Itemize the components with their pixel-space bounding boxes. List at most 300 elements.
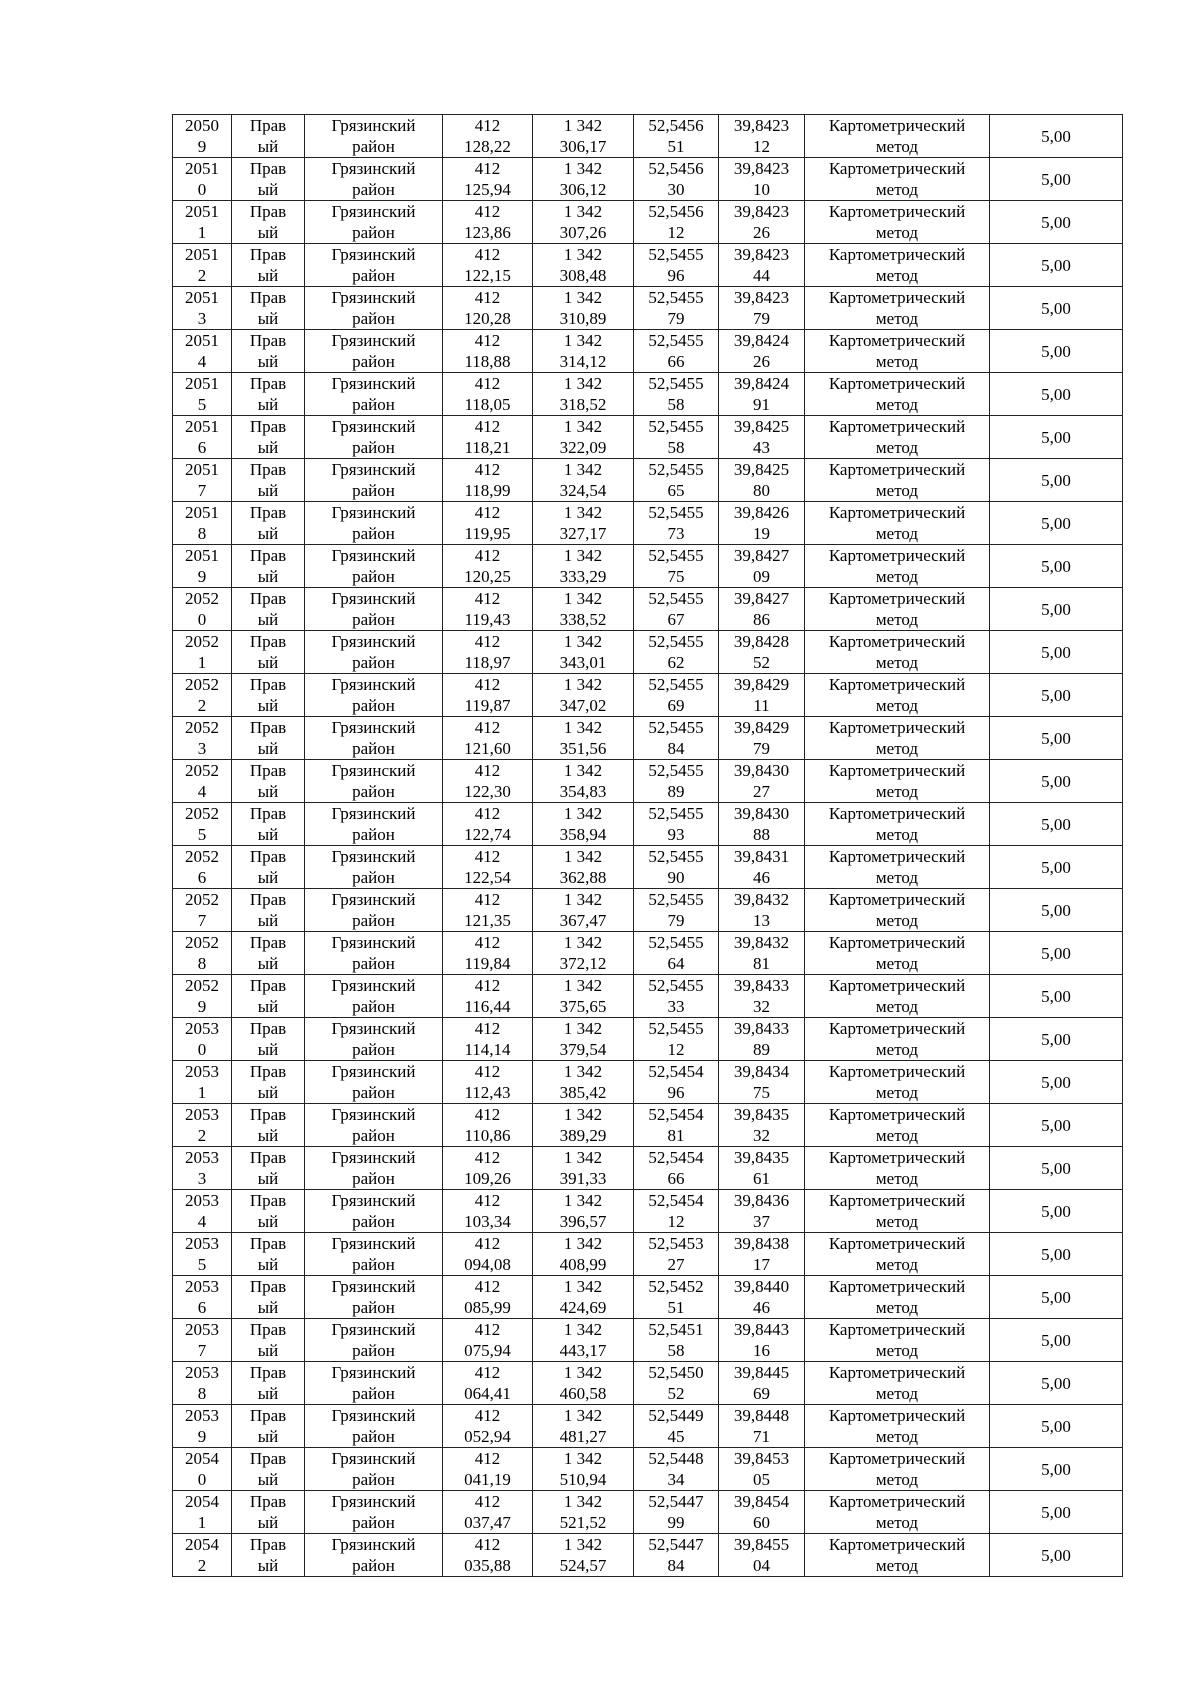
district-cell-line-1: Грязинский	[331, 589, 416, 608]
district-cell-line-2: район	[352, 1126, 395, 1145]
accuracy-cell: 5,00	[990, 889, 1123, 932]
bank-side-cell-line-2: ый	[257, 1040, 279, 1059]
bank-side-cell-line-1: Прав	[249, 159, 287, 178]
latitude-cell-line-2: 51	[667, 137, 685, 156]
y-coordinate-cell-line-1: 1 342	[563, 1105, 603, 1124]
bank-side-cell-line-1: Прав	[249, 1234, 287, 1253]
longitude-cell-line-2: 16	[753, 1341, 770, 1360]
method-cell-line-1: Картометрический	[828, 245, 966, 264]
method-cell-line-1: Картометрический	[828, 116, 966, 135]
method-cell	[805, 889, 990, 932]
longitude-cell-line-2: 52	[753, 653, 770, 672]
table-row	[173, 1319, 1123, 1362]
method-cell-line-1: Картометрический	[828, 675, 966, 694]
x-coordinate-cell	[443, 674, 533, 717]
x-coordinate-cell-line-2: 109,26	[464, 1169, 511, 1188]
accuracy-cell: 5,00	[990, 717, 1123, 760]
bank-side-cell	[232, 244, 305, 287]
bank-side-cell-line-1: Прав	[249, 1191, 287, 1210]
longitude-cell	[719, 459, 805, 502]
point-number-cell-line-2: 3	[197, 1169, 207, 1188]
bank-side-cell	[232, 1534, 305, 1577]
longitude-cell-line-2: 75	[753, 1083, 770, 1102]
method-cell-line-2: метод	[875, 868, 919, 887]
bank-side-cell-line-1: Прав	[249, 331, 287, 350]
point-number-cell-line-1: 2053	[185, 1019, 219, 1038]
district-cell-line-1: Грязинский	[331, 675, 416, 694]
y-coordinate-cell-line-2: 354,83	[559, 782, 607, 801]
y-coordinate-cell-line-2: 481,27	[559, 1427, 607, 1446]
latitude-cell-line-1: 52,5449	[648, 1406, 704, 1425]
district-cell-line-2: район	[352, 739, 395, 758]
x-coordinate-cell-line-1: 412	[474, 417, 501, 436]
method-cell-line-2: метод	[875, 567, 919, 586]
district-cell-line-1: Грязинский	[331, 546, 416, 565]
y-coordinate-cell	[533, 932, 634, 975]
y-coordinate-cell-line-2: 391,33	[559, 1169, 607, 1188]
bank-side-cell	[232, 1276, 305, 1319]
y-coordinate-cell-line-1: 1 342	[563, 589, 603, 608]
method-cell-line-1: Картометрический	[828, 374, 966, 393]
bank-side-cell-line-2: ый	[257, 1384, 279, 1403]
bank-side-cell-line-2: ый	[257, 696, 279, 715]
y-coordinate-cell-line-2: 338,52	[559, 610, 607, 629]
y-coordinate-cell-line-1: 1 342	[563, 331, 603, 350]
x-coordinate-cell-line-2: 120,25	[464, 567, 511, 586]
method-cell	[805, 330, 990, 373]
x-coordinate-cell-line-2: 119,87	[464, 696, 511, 715]
district-cell-line-2: район	[352, 653, 395, 672]
latitude-cell-line-2: 66	[667, 352, 685, 371]
longitude-cell-line-2: 81	[753, 954, 770, 973]
point-number-cell-line-1: 2051	[185, 288, 219, 307]
method-cell	[805, 244, 990, 287]
x-coordinate-cell	[443, 330, 533, 373]
method-cell-line-1: Картометрический	[828, 976, 966, 995]
latitude-cell	[634, 287, 719, 330]
x-coordinate-cell-line-1: 412	[474, 202, 501, 221]
x-coordinate-cell	[443, 502, 533, 545]
method-cell-line-1: Картометрический	[828, 718, 966, 737]
district-cell	[305, 373, 443, 416]
longitude-cell-line-2: 32	[753, 997, 770, 1016]
point-number-cell	[173, 1147, 232, 1190]
district-cell-line-2: район	[352, 1470, 395, 1489]
x-coordinate-cell-line-1: 412	[474, 1277, 501, 1296]
table-row	[173, 1491, 1123, 1534]
district-cell-line-1: Грязинский	[331, 460, 416, 479]
x-coordinate-cell	[443, 545, 533, 588]
y-coordinate-cell-line-2: 408,99	[559, 1255, 607, 1274]
method-cell-line-1: Картометрический	[828, 804, 966, 823]
latitude-cell	[634, 459, 719, 502]
method-cell	[805, 545, 990, 588]
accuracy-cell: 5,00	[990, 1147, 1123, 1190]
y-coordinate-cell-line-1: 1 342	[563, 1234, 603, 1253]
x-coordinate-cell-line-1: 412	[474, 976, 501, 995]
longitude-cell-line-2: 05	[753, 1470, 770, 1489]
bank-side-cell	[232, 674, 305, 717]
method-cell	[805, 1362, 990, 1405]
point-number-cell-line-2: 5	[197, 395, 207, 414]
y-coordinate-cell-line-1: 1 342	[563, 202, 603, 221]
point-number-cell-line-2: 3	[197, 309, 207, 328]
bank-side-cell-line-1: Прав	[249, 976, 287, 995]
latitude-cell-line-1: 52,5455	[648, 288, 704, 307]
x-coordinate-cell-line-2: 118,99	[464, 481, 511, 500]
latitude-cell	[634, 1190, 719, 1233]
method-cell-line-2: метод	[875, 997, 919, 1016]
x-coordinate-cell	[443, 975, 533, 1018]
latitude-cell-line-2: 84	[667, 739, 685, 758]
x-coordinate-cell-line-2: 118,21	[464, 438, 511, 457]
y-coordinate-cell	[533, 115, 634, 158]
accuracy-cell: 5,00	[990, 1362, 1123, 1405]
latitude-cell	[634, 803, 719, 846]
district-cell-line-1: Грязинский	[331, 1406, 416, 1425]
accuracy-cell: 5,00	[990, 502, 1123, 545]
longitude-cell-line-1: 39,8436	[733, 1191, 790, 1210]
longitude-cell	[719, 115, 805, 158]
x-coordinate-cell-line-2: 122,15	[464, 266, 511, 285]
latitude-cell-line-2: 52	[667, 1384, 685, 1403]
method-cell-line-1: Картометрический	[828, 847, 966, 866]
district-cell-line-2: район	[352, 1384, 395, 1403]
bank-side-cell	[232, 1018, 305, 1061]
x-coordinate-cell-line-1: 412	[474, 1019, 501, 1038]
point-number-cell	[173, 158, 232, 201]
bank-side-cell-line-1: Прав	[249, 589, 287, 608]
point-number-cell-line-1: 2052	[185, 718, 219, 737]
latitude-cell	[634, 932, 719, 975]
method-cell-line-2: метод	[875, 1427, 919, 1446]
point-number-cell	[173, 1233, 232, 1276]
accuracy-cell: 5,00	[990, 115, 1123, 158]
point-number-cell-line-2: 4	[197, 1212, 207, 1231]
latitude-cell-line-2: 96	[667, 266, 685, 285]
latitude-cell-line-2: 84	[667, 1556, 685, 1575]
district-cell	[305, 502, 443, 545]
table-row	[173, 1448, 1123, 1491]
latitude-cell-line-1: 52,5455	[648, 976, 704, 995]
y-coordinate-cell-line-2: 379,54	[559, 1040, 607, 1059]
district-cell	[305, 889, 443, 932]
accuracy-cell: 5,00	[990, 631, 1123, 674]
accuracy-cell: 5,00	[990, 1405, 1123, 1448]
longitude-cell-line-1: 39,8430	[733, 804, 790, 823]
district-cell	[305, 1190, 443, 1233]
district-cell	[305, 201, 443, 244]
bank-side-cell-line-2: ый	[257, 1513, 279, 1532]
district-cell-line-2: район	[352, 524, 395, 543]
y-coordinate-cell-line-1: 1 342	[563, 1062, 603, 1081]
district-cell	[305, 244, 443, 287]
table-row	[173, 674, 1123, 717]
coordinates-table	[172, 114, 1123, 1577]
district-cell	[305, 459, 443, 502]
longitude-cell-line-2: 46	[753, 1298, 770, 1317]
method-cell-line-2: метод	[875, 1341, 919, 1360]
y-coordinate-cell-line-1: 1 342	[563, 1492, 603, 1511]
bank-side-cell-line-1: Прав	[249, 761, 287, 780]
y-coordinate-cell	[533, 1147, 634, 1190]
longitude-cell-line-1: 39,8440	[733, 1277, 790, 1296]
point-number-cell	[173, 1190, 232, 1233]
method-cell	[805, 975, 990, 1018]
district-cell	[305, 158, 443, 201]
bank-side-cell-line-2: ый	[257, 1427, 279, 1446]
latitude-cell-line-1: 52,5454	[648, 1148, 704, 1167]
method-cell-line-2: метод	[875, 1298, 919, 1317]
y-coordinate-cell-line-2: 347,02	[559, 696, 607, 715]
point-number-cell-line-1: 2051	[185, 245, 219, 264]
y-coordinate-cell	[533, 889, 634, 932]
y-coordinate-cell-line-2: 318,52	[559, 395, 607, 414]
bank-side-cell-line-2: ый	[257, 1341, 279, 1360]
district-cell-line-2: район	[352, 997, 395, 1016]
table-row	[173, 760, 1123, 803]
y-coordinate-cell-line-2: 327,17	[559, 524, 607, 543]
longitude-cell	[719, 287, 805, 330]
district-cell-line-1: Грязинский	[331, 1320, 416, 1339]
method-cell-line-2: метод	[875, 1556, 919, 1575]
x-coordinate-cell-line-2: 121,35	[464, 911, 511, 930]
y-coordinate-cell-line-1: 1 342	[563, 245, 603, 264]
latitude-cell	[634, 502, 719, 545]
bank-side-cell-line-2: ый	[257, 610, 279, 629]
point-number-cell-line-1: 2054	[185, 1535, 219, 1554]
x-coordinate-cell-line-1: 412	[474, 331, 501, 350]
method-cell-line-1: Картометрический	[828, 1105, 966, 1124]
latitude-cell-line-1: 52,5455	[648, 675, 704, 694]
longitude-cell	[719, 1190, 805, 1233]
method-cell-line-2: метод	[875, 825, 919, 844]
accuracy-cell: 5,00	[990, 803, 1123, 846]
district-cell-line-1: Грязинский	[331, 1363, 416, 1382]
longitude-cell-line-1: 39,8434	[733, 1062, 790, 1081]
bank-side-cell-line-1: Прав	[249, 847, 287, 866]
y-coordinate-cell-line-2: 396,57	[559, 1212, 607, 1231]
method-cell	[805, 803, 990, 846]
y-coordinate-cell-line-2: 306,17	[559, 137, 607, 156]
latitude-cell	[634, 975, 719, 1018]
point-number-cell-line-1: 2051	[185, 503, 219, 522]
bank-side-cell	[232, 416, 305, 459]
y-coordinate-cell	[533, 1491, 634, 1534]
point-number-cell-line-2: 1	[197, 653, 207, 672]
point-number-cell-line-2: 6	[197, 868, 207, 887]
district-cell-line-1: Грязинский	[331, 761, 416, 780]
district-cell	[305, 1104, 443, 1147]
bank-side-cell-line-1: Прав	[249, 1062, 287, 1081]
district-cell-line-2: район	[352, 395, 395, 414]
y-coordinate-cell	[533, 1233, 634, 1276]
x-coordinate-cell-line-2: 118,97	[464, 653, 511, 672]
longitude-cell-line-1: 39,8427	[733, 546, 790, 565]
table-row	[173, 545, 1123, 588]
x-coordinate-cell	[443, 1147, 533, 1190]
bank-side-cell-line-1: Прав	[249, 1148, 287, 1167]
bank-side-cell-line-2: ый	[257, 739, 279, 758]
x-coordinate-cell	[443, 803, 533, 846]
method-cell-line-2: метод	[875, 1169, 919, 1188]
point-number-cell-line-2: 1	[197, 1513, 207, 1532]
longitude-cell-line-2: 10	[753, 180, 770, 199]
latitude-cell-line-2: 67	[667, 610, 685, 629]
latitude-cell-line-2: 99	[667, 1513, 685, 1532]
point-number-cell-line-1: 2054	[185, 1492, 219, 1511]
longitude-cell-line-2: 43	[753, 438, 770, 457]
x-coordinate-cell-line-1: 412	[474, 890, 501, 909]
district-cell	[305, 416, 443, 459]
method-cell-line-1: Картометрический	[828, 159, 966, 178]
district-cell-line-1: Грязинский	[331, 374, 416, 393]
y-coordinate-cell-line-2: 307,26	[559, 223, 607, 242]
district-cell-line-2: район	[352, 567, 395, 586]
method-cell-line-1: Картометрический	[828, 1191, 966, 1210]
x-coordinate-cell-line-1: 412	[474, 589, 501, 608]
latitude-cell-line-2: 34	[667, 1470, 685, 1489]
latitude-cell-line-1: 52,5454	[648, 1062, 704, 1081]
bank-side-cell	[232, 1319, 305, 1362]
district-cell-line-2: район	[352, 1556, 395, 1575]
latitude-cell-line-1: 52,5456	[648, 116, 704, 135]
longitude-cell-line-1: 39,8430	[733, 761, 790, 780]
accuracy-cell: 5,00	[990, 674, 1123, 717]
bank-side-cell	[232, 975, 305, 1018]
method-cell-line-2: метод	[875, 653, 919, 672]
table-row	[173, 932, 1123, 975]
longitude-cell-line-2: 32	[753, 1126, 770, 1145]
y-coordinate-cell	[533, 975, 634, 1018]
y-coordinate-cell-line-2: 510,94	[559, 1470, 607, 1489]
longitude-cell	[719, 158, 805, 201]
table-row	[173, 244, 1123, 287]
accuracy-cell: 5,00	[990, 932, 1123, 975]
table-row	[173, 115, 1123, 158]
longitude-cell-line-2: 17	[753, 1255, 770, 1274]
method-cell-line-2: метод	[875, 782, 919, 801]
district-cell	[305, 588, 443, 631]
district-cell-line-1: Грязинский	[331, 1492, 416, 1511]
x-coordinate-cell	[443, 244, 533, 287]
y-coordinate-cell-line-1: 1 342	[563, 761, 603, 780]
y-coordinate-cell-line-1: 1 342	[563, 1277, 603, 1296]
bank-side-cell	[232, 115, 305, 158]
accuracy-cell: 5,00	[990, 846, 1123, 889]
table-row	[173, 631, 1123, 674]
point-number-cell-line-2: 7	[197, 481, 207, 500]
bank-side-cell-line-1: Прав	[249, 116, 287, 135]
x-coordinate-cell-line-2: 085,99	[464, 1298, 511, 1317]
bank-side-cell-line-1: Прав	[249, 1019, 287, 1038]
district-cell-line-1: Грязинский	[331, 1191, 416, 1210]
district-cell-line-2: район	[352, 1169, 395, 1188]
longitude-cell-line-1: 39,8445	[733, 1363, 790, 1382]
latitude-cell	[634, 201, 719, 244]
method-cell	[805, 1147, 990, 1190]
latitude-cell-line-2: 30	[667, 180, 685, 199]
longitude-cell-line-1: 39,8448	[733, 1406, 790, 1425]
point-number-cell-line-1: 2052	[185, 847, 219, 866]
method-cell-line-1: Картометрический	[828, 1406, 966, 1425]
district-cell-line-1: Грязинский	[331, 159, 416, 178]
x-coordinate-cell	[443, 1405, 533, 1448]
district-cell-line-1: Грязинский	[331, 890, 416, 909]
bank-side-cell-line-2: ый	[257, 1255, 279, 1274]
latitude-cell-line-1: 52,5455	[648, 503, 704, 522]
y-coordinate-cell	[533, 459, 634, 502]
table-row	[173, 846, 1123, 889]
x-coordinate-cell-line-1: 412	[474, 546, 501, 565]
latitude-cell-line-1: 52,5455	[648, 761, 704, 780]
point-number-cell-line-1: 2053	[185, 1148, 219, 1167]
table-row	[173, 459, 1123, 502]
longitude-cell-line-1: 39,8432	[733, 933, 790, 952]
table-row	[173, 1190, 1123, 1233]
latitude-cell	[634, 1061, 719, 1104]
district-cell	[305, 1147, 443, 1190]
bank-side-cell-line-2: ый	[257, 352, 279, 371]
longitude-cell-line-2: 19	[753, 524, 770, 543]
latitude-cell-line-1: 52,5455	[648, 933, 704, 952]
bank-side-cell-line-2: ый	[257, 481, 279, 500]
point-number-cell	[173, 932, 232, 975]
latitude-cell-line-1: 52,5455	[648, 718, 704, 737]
method-cell	[805, 1534, 990, 1577]
district-cell-line-1: Грязинский	[331, 288, 416, 307]
latitude-cell	[634, 1104, 719, 1147]
latitude-cell-line-1: 52,5454	[648, 1191, 704, 1210]
x-coordinate-cell	[443, 373, 533, 416]
x-coordinate-cell-line-2: 119,43	[464, 610, 511, 629]
bank-side-cell	[232, 1147, 305, 1190]
y-coordinate-cell	[533, 201, 634, 244]
method-cell	[805, 1104, 990, 1147]
longitude-cell-line-1: 39,8433	[733, 976, 790, 995]
district-cell-line-2: район	[352, 309, 395, 328]
latitude-cell-line-2: 96	[667, 1083, 685, 1102]
y-coordinate-cell-line-2: 367,47	[559, 911, 607, 930]
longitude-cell-line-2: 60	[753, 1513, 770, 1532]
bank-side-cell-line-1: Прав	[249, 675, 287, 694]
longitude-cell-line-2: 79	[753, 309, 770, 328]
y-coordinate-cell-line-1: 1 342	[563, 116, 603, 135]
method-cell	[805, 373, 990, 416]
longitude-cell	[719, 846, 805, 889]
point-number-cell-line-2: 8	[197, 524, 207, 543]
method-cell	[805, 1491, 990, 1534]
x-coordinate-cell	[443, 932, 533, 975]
x-coordinate-cell-line-1: 412	[474, 1363, 501, 1382]
x-coordinate-cell-line-1: 412	[474, 1105, 501, 1124]
x-coordinate-cell-line-2: 035,88	[464, 1556, 511, 1575]
x-coordinate-cell	[443, 416, 533, 459]
longitude-cell-line-1: 39,8423	[733, 159, 790, 178]
district-cell-line-2: район	[352, 1427, 395, 1446]
y-coordinate-cell	[533, 158, 634, 201]
point-number-cell-line-1: 2052	[185, 804, 219, 823]
point-number-cell	[173, 803, 232, 846]
point-number-cell-line-1: 2053	[185, 1234, 219, 1253]
longitude-cell-line-1: 39,8424	[733, 331, 790, 350]
point-number-cell	[173, 846, 232, 889]
latitude-cell-line-2: 65	[667, 481, 685, 500]
y-coordinate-cell-line-2: 314,12	[559, 352, 607, 371]
longitude-cell	[719, 1534, 805, 1577]
latitude-cell	[634, 158, 719, 201]
longitude-cell	[719, 244, 805, 287]
